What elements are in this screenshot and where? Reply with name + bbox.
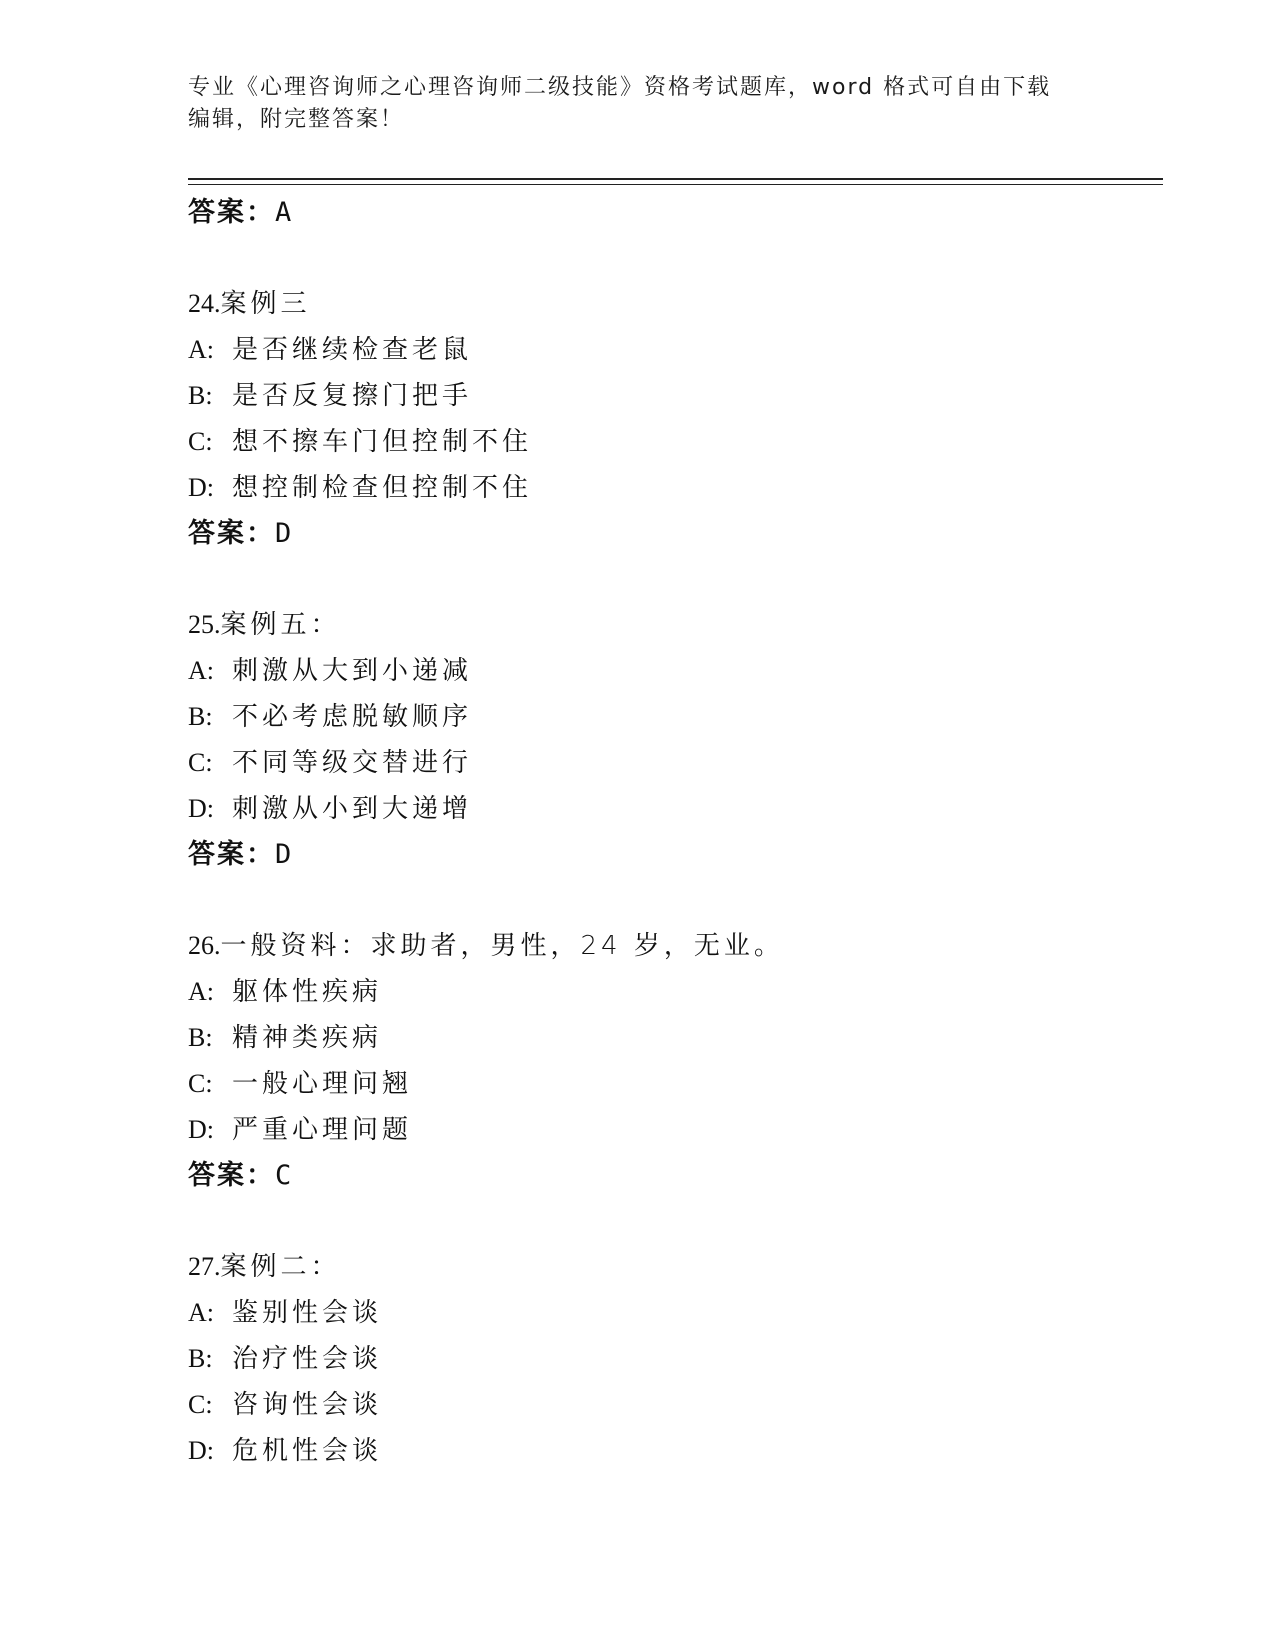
answer-line: 答案：D <box>188 839 294 870</box>
answer-line: 答案：D <box>188 518 294 549</box>
option-b: B: 是否反复擦门把手 <box>188 381 473 411</box>
question-block <box>188 1244 1163 1474</box>
header-line-2: 编辑，附完整答案！ <box>188 107 405 132</box>
option-d: D: 刺激从小到大递增 <box>188 794 473 824</box>
answer-line <box>188 190 1163 236</box>
question-text: 案例五： <box>220 610 341 640</box>
option-a: A: 鉴别性会谈 <box>188 1298 383 1328</box>
question-title <box>188 1244 1163 1290</box>
option-b: B: 不必考虑脱敏顺序 <box>188 702 473 732</box>
option-d: D: 想控制检查但控制不住 <box>188 473 533 503</box>
answer-value: C <box>275 1160 294 1191</box>
question-number: 24. <box>188 289 221 318</box>
answer-value: D <box>275 839 294 870</box>
question-block <box>188 602 1163 878</box>
option-a: A: 刺激从大到小递减 <box>188 656 473 686</box>
answer-label: 答案： <box>188 197 275 228</box>
question-block <box>188 923 1163 1199</box>
option-c: C: 一般心理问翘 <box>188 1069 413 1099</box>
question-number: 26. <box>188 931 221 960</box>
question-text: 一般资料：求助者，男性，24 岁，无业。 <box>220 931 784 961</box>
question-list <box>188 190 1163 1474</box>
option-d: D: 危机性会谈 <box>188 1436 383 1466</box>
question-text: 案例二： <box>220 1252 341 1282</box>
question-number: 27. <box>188 1252 221 1281</box>
option-c: C: 想不擦车门但控制不住 <box>188 427 533 457</box>
question-title <box>188 602 1163 648</box>
answer-value: D <box>275 518 294 549</box>
question-text: 案例三 <box>220 289 311 319</box>
option-c: C: 不同等级交替进行 <box>188 748 473 778</box>
option-b: B: 治疗性会谈 <box>188 1344 383 1374</box>
answer-value: A <box>275 197 294 228</box>
option-c: C: 咨询性会谈 <box>188 1390 383 1420</box>
option-d: D: 严重心理问题 <box>188 1115 413 1145</box>
document-header <box>188 72 1088 136</box>
option-b: B: 精神类疾病 <box>188 1023 383 1053</box>
answer-line: 答案：C <box>188 1160 294 1191</box>
header-line-1: 专业《心理咨询师之心理咨询师二级技能》资格考试题库，word 格式可自由下载 <box>188 75 1052 100</box>
option-a: A: 躯体性疾病 <box>188 977 383 1007</box>
question-number: 25. <box>188 610 221 639</box>
question-title <box>188 281 1163 327</box>
question-title <box>188 923 1163 969</box>
question-block <box>188 281 1163 557</box>
option-a: A: 是否继续检查老鼠 <box>188 335 473 365</box>
header-divider <box>188 178 1163 185</box>
